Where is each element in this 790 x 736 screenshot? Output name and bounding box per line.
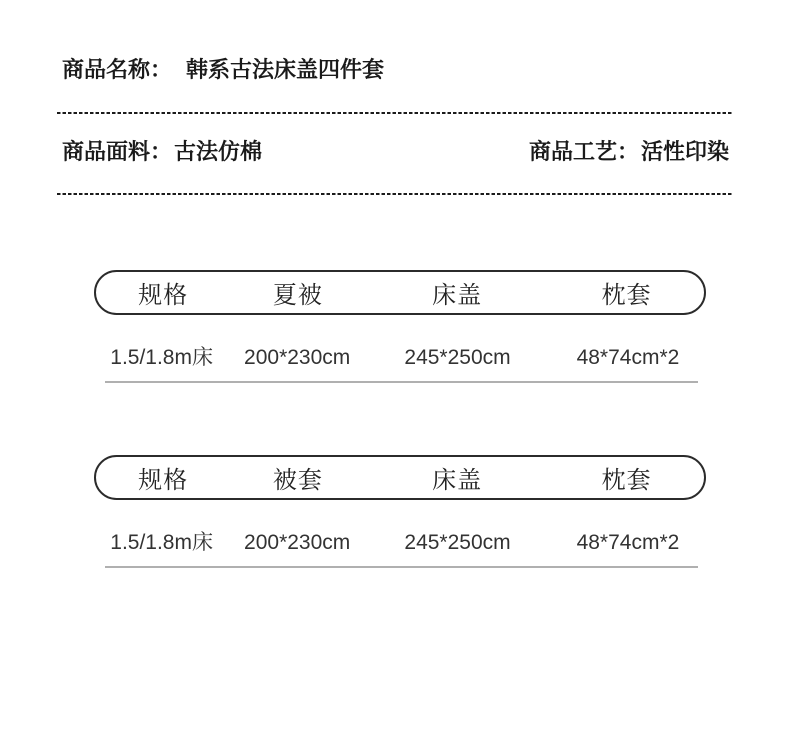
column-header-spec: 规格 bbox=[138, 467, 189, 494]
product-name-value: 韩系古法床盖四件套 bbox=[186, 57, 385, 82]
cell-bed-size: 1.5/1.8m床 bbox=[110, 346, 213, 369]
column-header-pillowcase: 枕套 bbox=[601, 467, 652, 494]
table-row bbox=[94, 500, 706, 566]
spec-table-header bbox=[94, 455, 706, 500]
product-name-row bbox=[62, 55, 729, 85]
dashed-divider-bottom bbox=[57, 193, 733, 195]
cell-bed-cover-size: 245*250cm bbox=[404, 531, 511, 554]
column-header-duvet-cover: 被套 bbox=[272, 467, 323, 494]
spec-table-header bbox=[94, 270, 706, 315]
cell-duvet-cover-size: 200*230cm bbox=[244, 531, 351, 554]
cell-summer-quilt-size: 200*230cm bbox=[244, 346, 351, 369]
spec-table-duvet-cover bbox=[94, 455, 706, 568]
row-underline bbox=[105, 566, 698, 568]
column-header-bed-cover: 床盖 bbox=[432, 282, 483, 309]
product-spec-sheet bbox=[0, 55, 790, 736]
column-header-summer-quilt: 夏被 bbox=[272, 282, 323, 309]
table-row bbox=[94, 315, 706, 381]
craft-label: 商品工艺： bbox=[528, 139, 639, 164]
dashed-divider-top bbox=[57, 112, 733, 114]
cell-bed-cover-size: 245*250cm bbox=[404, 346, 511, 369]
column-header-pillowcase: 枕套 bbox=[601, 282, 652, 309]
cell-pillowcase-size: 48*74cm*2 bbox=[576, 531, 680, 554]
cell-bed-size: 1.5/1.8m床 bbox=[110, 531, 213, 554]
product-name-label: 商品名称： bbox=[62, 57, 173, 82]
cell-pillowcase-size: 48*74cm*2 bbox=[576, 346, 680, 369]
spec-table-summer-quilt bbox=[94, 270, 706, 383]
fabric-craft-row bbox=[62, 138, 729, 166]
fabric-item bbox=[62, 138, 262, 166]
craft-item bbox=[529, 138, 729, 166]
column-header-bed-cover: 床盖 bbox=[432, 467, 483, 494]
column-header-spec: 规格 bbox=[138, 282, 189, 309]
fabric-value: 古法仿棉 bbox=[174, 139, 263, 164]
row-underline bbox=[105, 381, 698, 383]
fabric-label: 商品面料： bbox=[62, 139, 173, 164]
craft-value: 活性印染 bbox=[640, 139, 729, 164]
